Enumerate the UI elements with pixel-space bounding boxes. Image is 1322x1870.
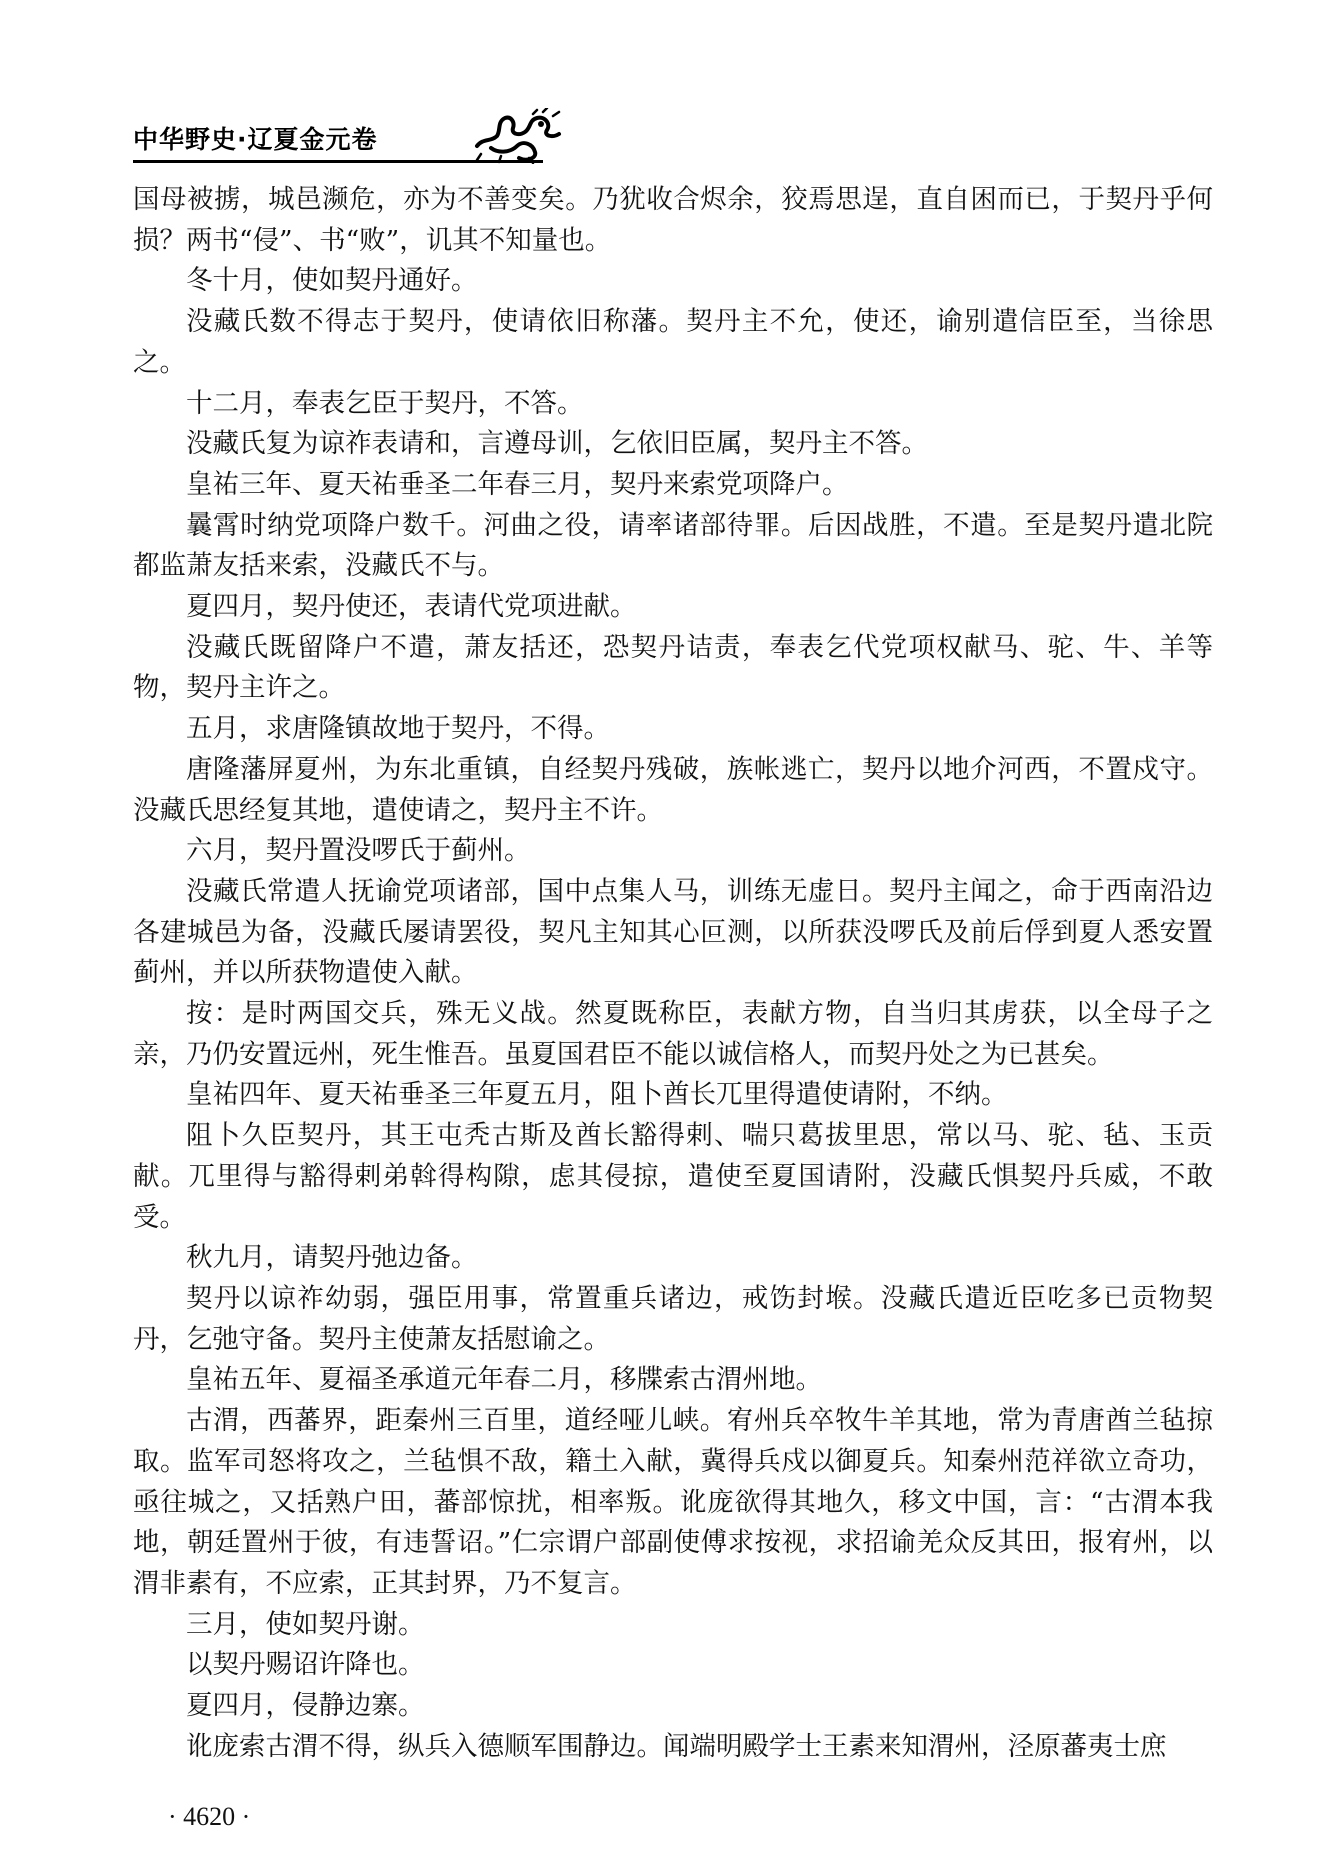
paragraph: 古渭，西蕃界，距秦州三百里，道经哑儿峡。宥州兵卒牧牛羊其地，常为青唐酋兰毡掠取。监军司怒将攻之，兰毡惧不敌，籍土入献，冀得兵戍以御夏兵。知秦州范祥欲立奇功，亟往城之，又括熟户田，蕃部惊扰，相率叛。讹庞欲得其地久，移文中国，言：“古渭本我地，朝廷置州于彼，有违誓诏。”仁宗谓户部副使傅求按视，求招谕羌众反其田，报宥州，以渭非素有，不应索，正其封界，乃不复言。 xyxy=(133,1405,1213,1599)
header-rule xyxy=(133,160,543,163)
paragraph: 皇祐四年、夏天祐垂圣三年夏五月，阻卜酋长兀里得遣使请附，不纳。 xyxy=(186,1079,1008,1111)
paragraph: 冬十月，使如契丹通好。 xyxy=(186,265,478,297)
paragraph: 皇祐三年、夏天祐垂圣二年春三月，契丹来索党项降户。 xyxy=(186,468,849,500)
paragraph: 讹庞索古渭不得，纵兵入德顺军围静边。闻端明殿学士王素来知渭州，泾原蕃夷士庶 xyxy=(186,1730,1167,1762)
paragraph: 三月，使如契丹谢。 xyxy=(186,1608,425,1640)
paragraph: 秋九月，请契丹弛边备。 xyxy=(186,1242,478,1274)
paragraph: 没藏氏数不得志于契丹，使请依旧称藩。契丹主不允，使还，谕别遣信臣至，当徐思之。 xyxy=(133,306,1213,378)
paragraph: 国母被掳，城邑濒危，亦为不善变矣。乃犹收合烬余，狡焉思逞，直自困而已，于契丹乎何损？两书“侵”、书“败”，讥其不知量也。 xyxy=(133,184,1213,256)
paragraph: 没藏氏常遣人抚谕党项诸部，国中点集人马，训练无虚日。契丹主闻之，命于西南沿边各建城邑为备，没藏氏屡请罢役，契凡主知其心叵测，以所获没啰氏及前后俘到夏人悉安置蓟州，并以所获物遣使入献。 xyxy=(133,875,1213,989)
paragraph: 按：是时两国交兵，殊无义战。然夏既称臣，表献方物，自当归其虏获，以全母子之亲，乃仍安置远州，死生惟吾。虽夏国君臣不能以诚信格人，而契丹处之为已甚矣。 xyxy=(133,998,1213,1070)
paragraph: 阻卜久臣契丹，其王屯秃古斯及酋长豁得剌、喘只葛拔里思，常以马、驼、毡、玉贡献。兀里得与豁得剌弟斡得构隙，虑其侵掠，遣使至夏国请附，没藏氏惧契丹兵威，不敢受。 xyxy=(133,1120,1213,1233)
paragraph: 契丹以谅祚幼弱，强臣用事，常置重兵诸边，戒饬封堠。没藏氏遣近臣吃多已贡物契丹，乞弛守备。契丹主使萧友括慰谕之。 xyxy=(133,1282,1213,1355)
paragraph: 五月，求唐隆镇故地于契丹，不得。 xyxy=(186,713,610,745)
running-header xyxy=(133,112,553,164)
body-text xyxy=(133,180,1213,1767)
paragraph: 十二月，奉表乞臣于契丹，不答。 xyxy=(186,387,584,419)
paragraph: 唐隆藩屏夏州，为东北重镇，自经契丹残破，族帐逃亡，契丹以地介河西，不置戍守。没藏氏思经复其地，遣使请之，契丹主不许。 xyxy=(133,753,1213,826)
paragraph: 曩霄时纳党项降户数千。河曲之役，请率诸部待罪。后因战胜，不遣。至是契丹遣北院都监萧友括来索，没藏氏不与。 xyxy=(133,509,1213,582)
paragraph: 夏四月，侵静边寨。 xyxy=(186,1690,425,1722)
paragraph: 没藏氏复为谅祚表请和，言遵母训，乞依旧臣属，契丹主不答。 xyxy=(186,428,928,460)
paragraph: 夏四月，契丹使还，表请代党项进献。 xyxy=(186,591,637,623)
dragon-emblem-icon xyxy=(471,108,567,164)
paragraph: 没藏氏既留降户不遣，萧友括还，恐契丹诘责，奉表乞代党项权献马、驼、牛、羊等物，契丹主许之。 xyxy=(133,631,1213,704)
book-title: 中华野史·辽夏金元卷 xyxy=(133,125,378,154)
page-number: · 4620 · xyxy=(168,1802,251,1831)
paragraph: 皇祐五年、夏福圣承道元年春二月，移牒索古渭州地。 xyxy=(186,1364,822,1396)
paragraph: 六月，契丹置没啰氏于蓟州。 xyxy=(186,835,531,867)
paragraph: 以契丹赐诏许降也。 xyxy=(186,1649,425,1681)
